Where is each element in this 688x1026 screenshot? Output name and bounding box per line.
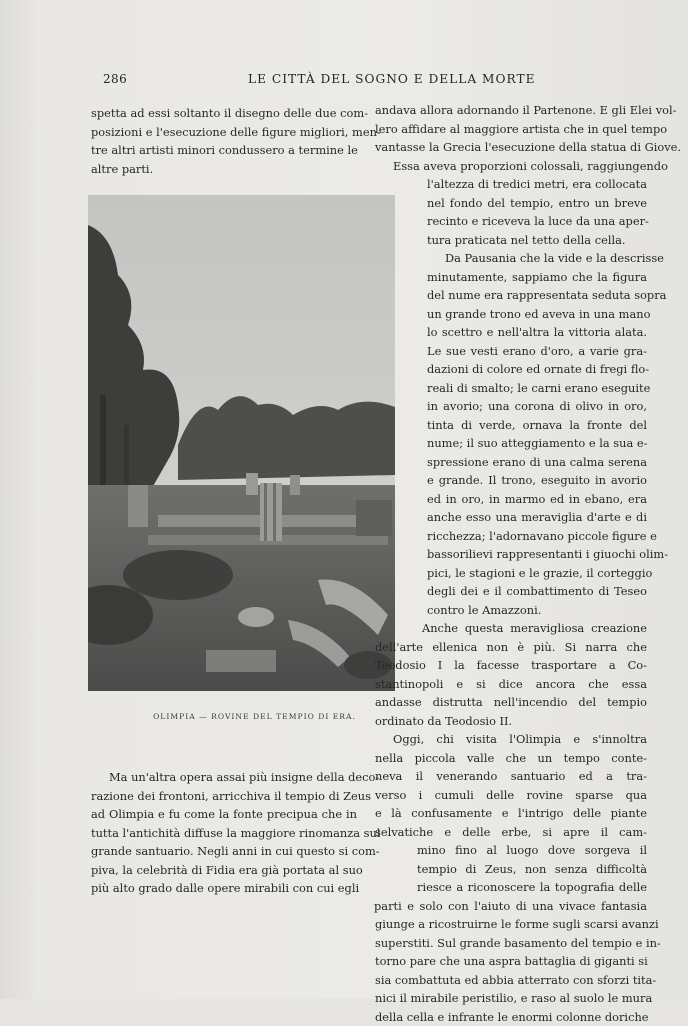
text-line: della cella e infrante le enormi colonne doriche: [375, 1008, 647, 1026]
figure-caption: OLIMPIA — ROVINE DEL TEMPIO DI ERA.: [88, 712, 421, 721]
text-line: lo scettro e nell'altra la vittoria alata.: [375, 323, 647, 342]
text-line: neva il venerando santuario ed a tra-: [375, 767, 647, 786]
text-line: ed in oro, in marmo ed in ebano, era: [375, 490, 647, 509]
text-line: ad Olimpia e fu come la fonte precipua che in: [91, 805, 357, 824]
text-line: riesce a riconoscere la topografia delle: [375, 878, 647, 897]
text-line: Da Pausania che la vide e la descrisse: [375, 249, 647, 268]
text-line: tinta di verde, ornava la fronte del: [375, 416, 647, 435]
photo-illustration: [88, 195, 395, 691]
text-line: anche esso una meraviglia d'arte e di: [375, 508, 647, 527]
left-column-top-paragraph: [91, 104, 357, 178]
page-number: 286: [103, 72, 127, 86]
text-line: pici, le stagioni e le grazie, il corteggio: [375, 564, 647, 583]
text-line: un grande trono ed aveva in una mano: [375, 305, 647, 324]
text-line: recinto e riceveva la luce da una aper-: [375, 212, 647, 231]
text-line: minutamente, sappiamo che la figura: [375, 268, 647, 287]
text-line: tre altri artisti minori condussero a termine le: [91, 141, 357, 160]
text-line: nella piccola valle che un tempo conte-: [375, 749, 647, 768]
text-line: Oggi, chi visita l'Olimpia e s'innoltra: [375, 730, 647, 749]
text-line: dazioni di colore ed ornate di fregi flo-: [375, 360, 647, 379]
text-line: spressione erano di una calma serena: [375, 453, 647, 472]
text-line: Ma un'altra opera assai più insigne della deco-: [91, 768, 357, 787]
text-line: sia combattuta ed abbia atterrato con sforzi tita-: [375, 971, 647, 990]
text-line: giunge a ricostruirne le forme sugli scarsi avanzi: [375, 915, 647, 934]
text-line: grande santuario. Negli anni in cui questo si com-: [91, 842, 357, 861]
text-line: piva, la celebrità di Fidia era già portata al suo: [91, 861, 357, 880]
right-column: [375, 101, 647, 1026]
text-line: nume; il suo atteggiamento e la sua e-: [375, 434, 647, 453]
text-line: e grande. Il trono, eseguito in avorio: [375, 471, 647, 490]
text-line: bassorilievi rappresentanti i giuochi olim-: [375, 545, 647, 564]
text-line: contro le Amazzoni.: [375, 601, 647, 620]
text-line: Anche questa meravigliosa creazione: [375, 619, 647, 638]
page-header: [103, 70, 498, 90]
text-line: più alto grado dalle opere mirabili con cui egli: [91, 879, 357, 898]
text-line: verso i cumuli delle rovine sparse qua: [375, 786, 647, 805]
text-line: parti e solo con l'aiuto di una vivace fantasia: [374, 897, 647, 916]
text-line: e là confusamente e l'intrigo delle piante: [375, 804, 647, 823]
text-line: superstiti. Sul grande basamento del tempio e in-: [375, 934, 647, 953]
left-column-bottom-paragraph: [91, 768, 357, 898]
text-line: vantasse la Grecia l'esecuzione della statua di Giove.: [375, 138, 647, 157]
photograph-olympia-ruins: [88, 195, 395, 691]
text-line: del nume era rappresentata seduta sopra: [375, 286, 647, 305]
text-line: reali di smalto; le carni erano eseguite: [375, 379, 647, 398]
text-line: andasse distrutta nell'incendio del tempio: [375, 693, 647, 712]
text-line: lero affidare al maggiore artista che in quel tempo: [375, 120, 647, 139]
text-line: stantinopoli e si dice ancora che essa: [375, 675, 647, 694]
text-line: l'altezza di tredici metri, era collocata: [375, 175, 647, 194]
text-line: posizioni e l'esecuzione delle figure migliori, men-: [91, 123, 357, 142]
text-line: nel fondo del tempio, entro un breve: [375, 194, 647, 213]
text-line: andava allora adornando il Partenone. E gli Elei vol-: [375, 101, 647, 120]
text-line: degli dei e il combattimento di Teseo: [375, 582, 647, 601]
text-line: Le sue vesti erano d'oro, a varie gra-: [375, 342, 647, 361]
text-line: tura praticata nel tetto della cella.: [375, 231, 647, 250]
text-line: torno pare che una aspra battaglia di giganti si: [375, 952, 647, 971]
text-line: Teodosio I la facesse trasportare a Co-: [375, 656, 647, 675]
text-line: ordinato da Teodosio II.: [375, 712, 647, 731]
text-line: altre parti.: [91, 160, 357, 179]
running-title: LE CITTÀ DEL SOGNO E DELLA MORTE: [248, 72, 536, 86]
text-line: tutta l'antichità diffuse la maggiore rinomanza sul: [91, 824, 357, 843]
text-line: Essa aveva proporzioni colossali, raggiungendo: [375, 157, 647, 176]
text-line: in avorio; una corona di olivo in oro,: [375, 397, 647, 416]
text-line: tempio di Zeus, non senza difficoltà: [375, 860, 647, 879]
text-line: nici il mirabile peristilio, e raso al suolo le mura: [375, 989, 647, 1008]
text-line: mino fino al luogo dove sorgeva il: [375, 841, 647, 860]
text-line: dell'arte ellenica non è più. Si narra che: [375, 638, 647, 657]
text-line: selvatiche e delle erbe, si apre il cam-: [375, 823, 647, 842]
text-line: razione dei frontoni, arricchiva il tempio di Zeus: [91, 787, 357, 806]
text-line: ricchezza; l'adornavano piccole figure e: [375, 527, 647, 546]
text-line: spetta ad essi soltanto il disegno delle due com-: [91, 104, 357, 123]
